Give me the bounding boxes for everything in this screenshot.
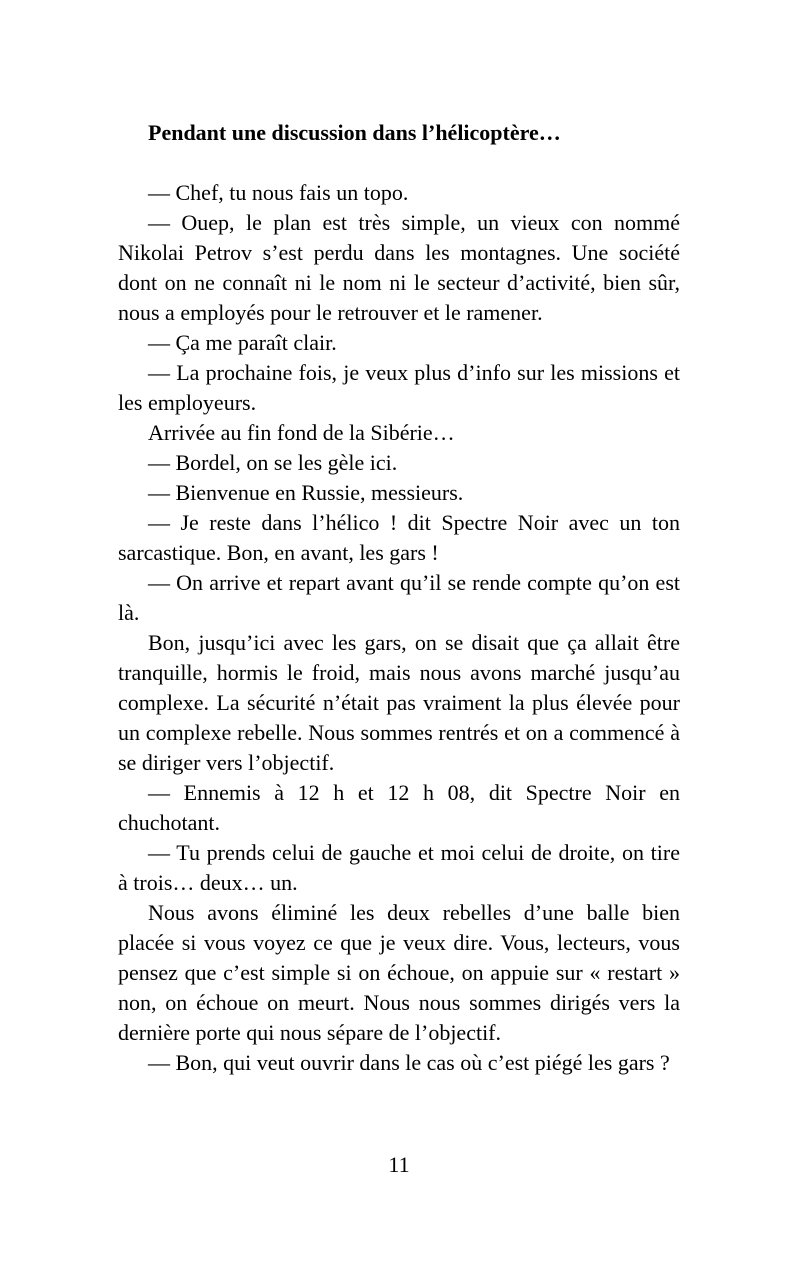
page-number: 11 <box>388 1152 410 1177</box>
paragraph: — Tu prends celui de gauche et moi celui de droite, on tire à trois… deux… un. <box>118 840 680 895</box>
paragraph: — On arrive et repart avant qu’il se rende compte qu’on est là. <box>118 570 680 625</box>
page-body <box>118 118 680 1078</box>
paragraph: — Je reste dans l’hélico ! dit Spectre Noir avec un ton sarcastique. Bon, en avant, les gars ! <box>118 510 680 565</box>
paragraph: — Bon, qui veut ouvrir dans le cas où c’est piégé les gars ? <box>148 1050 670 1075</box>
paragraph: — La prochaine fois, je veux plus d’info sur les missions et les employeurs. <box>118 360 680 415</box>
paragraph: Bon, jusqu’ici avec les gars, on se disait que ça allait être tranquille, hormis le froid, mais nous avons marché jusqu’au complexe. La sécurité n’était pas vraiment la plus élevée pour un complexe rebelle. Nous sommes rentrés et on a commencé à se diriger vers l’objectif. <box>118 630 680 775</box>
paragraph: — Ouep, le plan est très simple, un vieux con nommé Nikolai Petrov s’est perdu dans les montagnes. Une société dont on ne connaît ni le nom ni le secteur d’activité, bien sûr, nous a employés pour le retrouver et le ramener. <box>118 210 680 325</box>
paragraph: — Ça me paraît clair. <box>148 330 337 355</box>
paragraph: Nous avons éliminé les deux rebelles d’une balle bien placée si vous voyez ce que je veux dire. Vous, lecteurs, vous pensez que c’est simple si on échoue, on appuie sur « restart » non, on échoue on meurt. Nous nous sommes dirigés vers la dernière porte qui nous sépare de l’objectif. <box>118 900 680 1045</box>
paragraph: — Bienvenue en Russie, messieurs. <box>148 480 464 505</box>
paragraph: — Bordel, on se les gèle ici. <box>148 450 398 475</box>
paragraph: — Ennemis à 12 h et 12 h 08, dit Spectre Noir en chuchotant. <box>118 780 680 835</box>
paragraph: Arrivée au fin fond de la Sibérie… <box>148 420 455 445</box>
section-heading: Pendant une discussion dans l’hélicoptère… <box>148 120 561 145</box>
paragraph: — Chef, tu nous fais un topo. <box>148 180 409 205</box>
